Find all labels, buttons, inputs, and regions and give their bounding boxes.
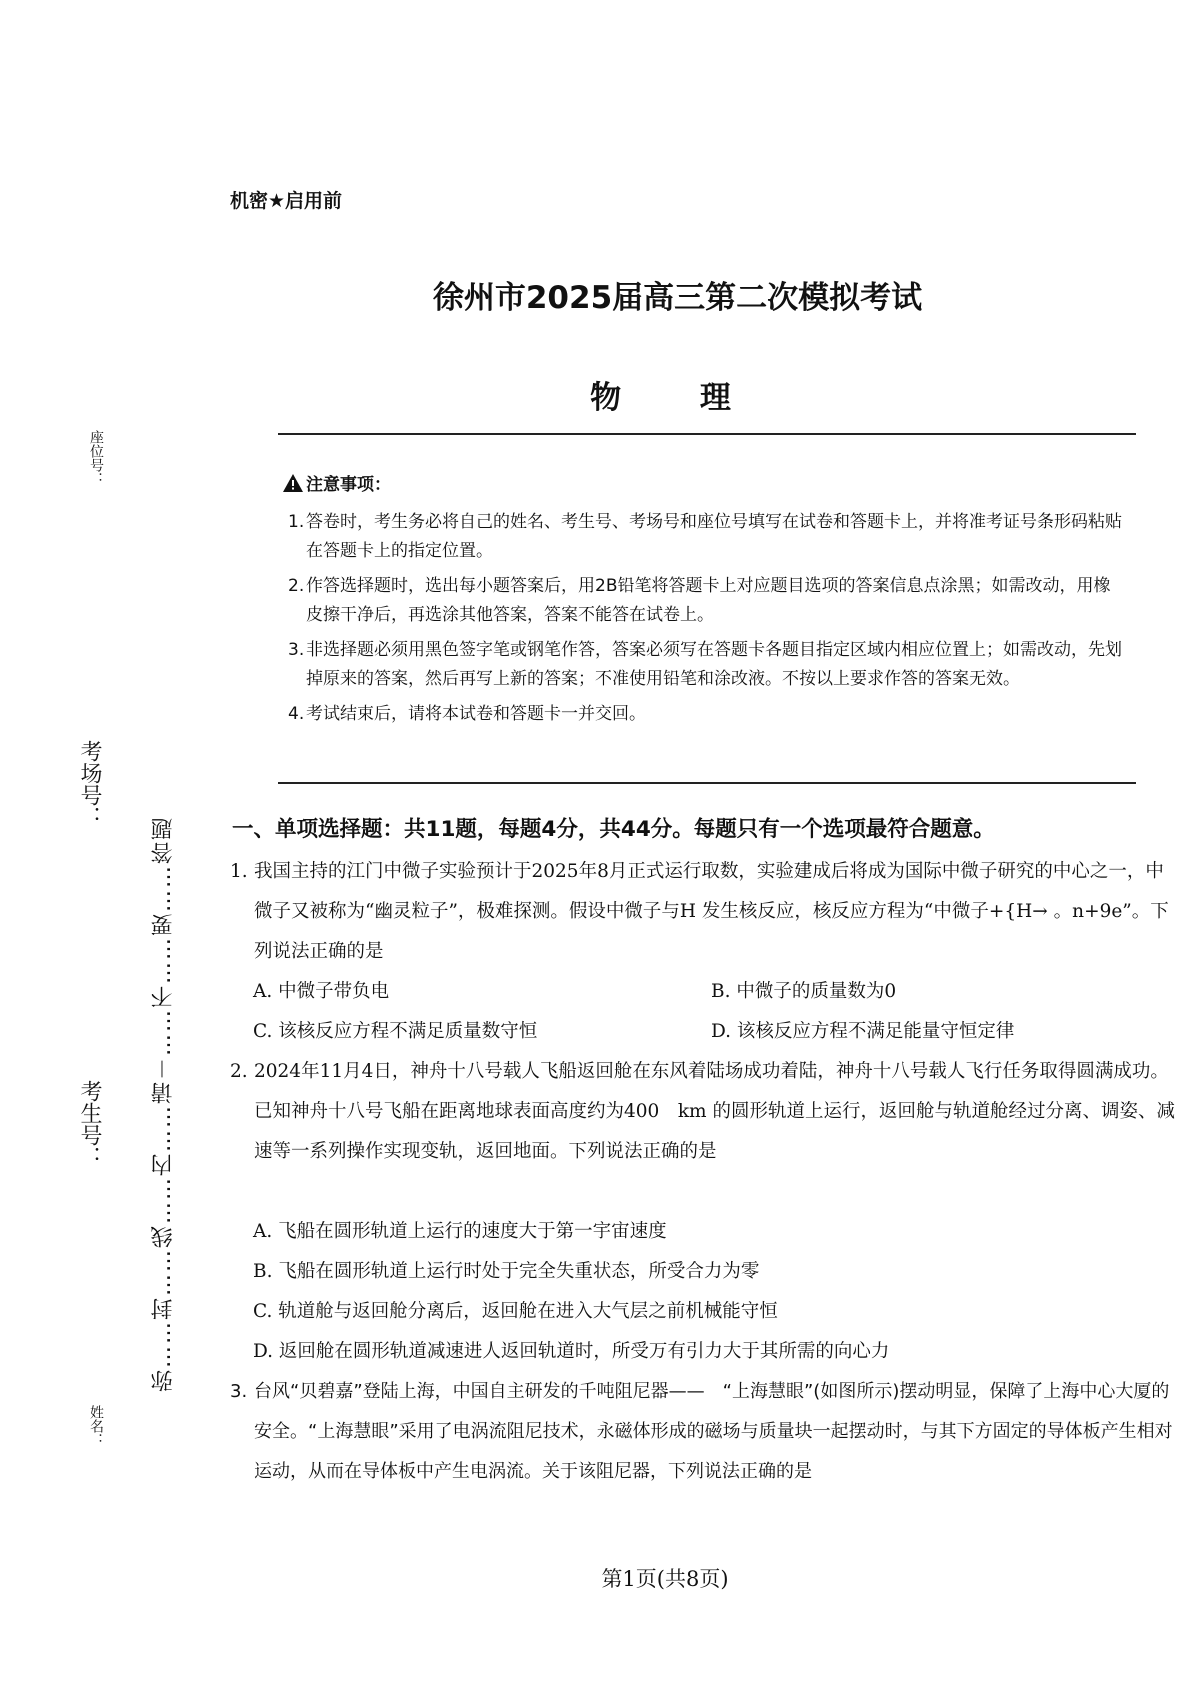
question-number: 1. — [230, 861, 248, 882]
notice-text: 非选择题必须用黑色签字笔或钢笔作答，答案必须写在答题卡各题目指定区域内相应位置上；如需改动，先划掉原来的答案，然后再写上新的答案；不准使用铅笔和涂改液。不按以上要求作答的答案无效。 — [306, 640, 1122, 689]
notice-text: 作答选择题时，选出每小题答案后，用2B铅笔将答题卡上对应题目选项的答案信息点涂黑；如需改动，用橡皮擦干净后，再选涂其他答案，答案不能答在试卷上。 — [306, 576, 1111, 625]
section-heading: 一、单项选择题：共11题，每题4分，共44分。每题只有一个选项最符合题意。 — [232, 817, 995, 842]
notice-item — [288, 508, 1126, 566]
exam-number-label — [74, 1080, 105, 1168]
seal-line — [148, 352, 179, 1392]
notice-item — [288, 636, 1126, 694]
question-2-option-a: A. 飞船在圆形轨道上运行的速度大于第一宇宙速度 — [253, 1221, 667, 1242]
seat-number-label — [86, 430, 106, 486]
notice-number: 2. — [288, 576, 305, 596]
question-2-option-c: C. 轨道舱与返回舱分离后，返回舱在进入大气层之前机械能守恒 — [253, 1301, 778, 1322]
notice-number: 3. — [288, 640, 305, 660]
notice-number: 4. — [288, 704, 305, 724]
exam-room-label — [74, 740, 105, 828]
top-divider — [278, 433, 1136, 435]
seat-number-label-text: 座位号： — [88, 430, 104, 486]
warning-icon — [282, 473, 304, 493]
name-label-text: 姓名： — [88, 1405, 104, 1447]
question-1-option-a: A. 中微子带负电 — [253, 981, 390, 1002]
exam-number-label-text: 考生号： — [77, 1080, 102, 1168]
question-number: 3. — [230, 1381, 248, 1402]
question-1-option-d: D. 该核反应方程不满足能量守恒定律 — [711, 1021, 1015, 1042]
question-2-option-b: B. 飞船在圆形轨道上运行时处于完全失重状态，所受合力为零 — [253, 1261, 760, 1282]
notice-item — [288, 700, 1126, 729]
question-stem: 我国主持的江门中微子实验预计于2025年8月正式运行取数，实验建成后将成为国际中微子研究的中心之一，中微子又被称为“幽灵粒子”，极难探测。假设中微子与H 发生核反应，核反应方程为“中微子+{H→ 。n+9e”。下列说法正确的是 — [254, 861, 1169, 962]
bottom-divider — [278, 782, 1136, 784]
seal-line-text: 弥……封……线……内……请－……不……要……答题 — [151, 815, 176, 1392]
notice-heading-text: 注意事项： — [306, 475, 391, 495]
subject-title: 物 理 — [590, 380, 765, 416]
notice-number: 1. — [288, 512, 305, 532]
question-1-option-c: C. 该核反应方程不满足质量数守恒 — [253, 1021, 538, 1042]
exam-room-label-text: 考场号： — [77, 740, 102, 828]
notice-list — [288, 508, 1126, 735]
question-3 — [230, 1372, 1176, 1492]
name-label — [86, 1405, 106, 1447]
question-number: 2. — [230, 1061, 248, 1082]
page-number: 第1页(共8页) — [601, 1567, 729, 1591]
question-stem: 2024年11月4日，神舟十八号载人飞船返回舱在东风着陆场成功着陆，神舟十八号载人飞行任务取得圆满成功。已知神舟十八号飞船在距离地球表面高度约为400 km 的圆形轨道上运行，返回舱与轨道舱经过分离、调姿、减速等一系列操作实现变轨，返回地面。下列说法正确的是 — [254, 1061, 1175, 1162]
notice-item — [288, 572, 1126, 630]
exam-title: 徐州市2025届高三第二次模拟考试 — [432, 280, 923, 316]
question-2 — [230, 1052, 1176, 1172]
notice-heading — [282, 470, 391, 495]
question-1 — [230, 852, 1176, 972]
question-1-option-b: B. 中微子的质量数为0 — [711, 981, 897, 1002]
confidential-mark: 机密★启用前 — [230, 190, 343, 212]
question-2-option-d: D. 返回舱在圆形轨道减速进人返回轨道时，所受万有引力大于其所需的向心力 — [253, 1341, 890, 1362]
notice-text: 答卷时，考生务必将自己的姓名、考生号、考场号和座位号填写在试卷和答题卡上，并将准考证号条形码粘贴在答题卡上的指定位置。 — [306, 512, 1122, 561]
notice-text: 考试结束后，请将本试卷和答题卡一并交回。 — [306, 704, 646, 724]
question-stem: 台风“贝碧嘉”登陆上海，中国自主研发的千吨阻尼器—— “上海慧眼”(如图所示)摆动明显，保障了上海中心大厦的安全。“上海慧眼”采用了电涡流阻尼技术，永磁体形成的磁场与质量块一起摆动时，与其下方固定的导体板产生相对运动，从而在导体板中产生电涡流。关于该阻尼器，下列说法正确的是 — [254, 1381, 1173, 1482]
